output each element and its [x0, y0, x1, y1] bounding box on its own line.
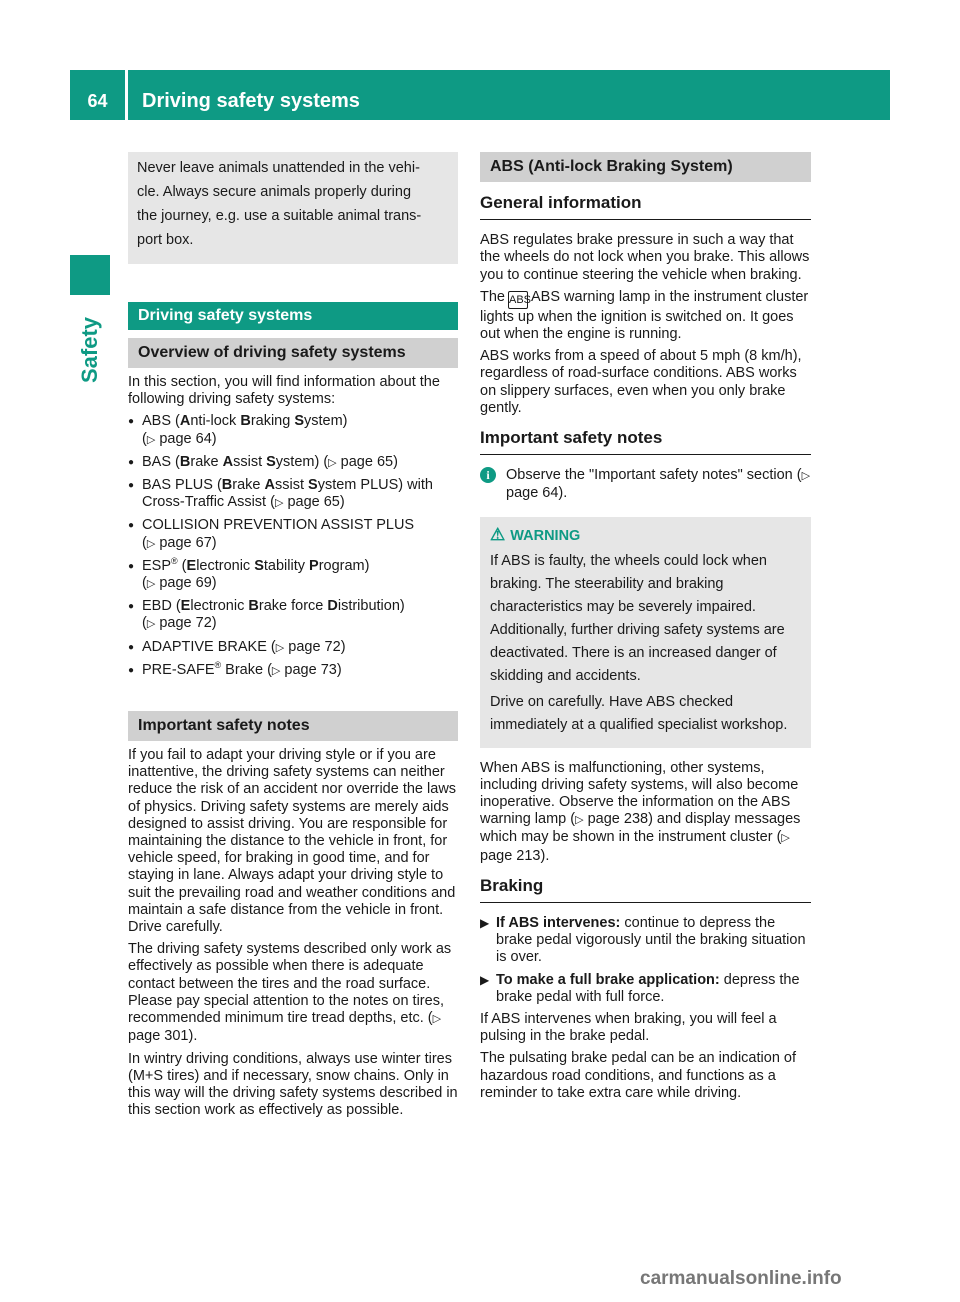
braking-p2: The pulsating brake pedal can be an indication of hazardous road conditions, and functions as a reminder to take extra care while driving.	[480, 1050, 796, 1101]
page-ref-arrow-icon: ▷	[801, 470, 811, 483]
list-item: ● BAS PLUS (Brake Assist System PLUS) with Cross-Traffic Assist (▷ page 65)	[128, 477, 458, 512]
list-item: ● BAS (Brake Assist System) (▷ page 65)	[128, 454, 458, 472]
warning-p1: If ABS is faulty, the wheels could lock when braking. The steerability and braking characteristics may be severely impaired. Additionally, further driving safety systems are deactivated. There is an increased danger of skidding and accidents.	[490, 552, 785, 684]
page-ref-arrow-icon: ▷	[146, 618, 156, 631]
info-note: i Observe the "Important safety notes" section (▷ page 64).	[480, 467, 811, 502]
page-ref-link[interactable]: page 301	[128, 1028, 189, 1045]
section-heading: Driving safety systems	[128, 302, 458, 330]
page-ref-link[interactable]: page 238	[587, 811, 649, 828]
important-p2: The driving safety systems described only work as effectively as possible when there is adequate contact between the tires and the road surface. Please pay special attention to the notes on tires, recommended minimum tire tread depths, etc. (▷ page 301).	[128, 941, 452, 1045]
overview-heading: Overview of driving safety systems	[128, 338, 458, 368]
page-ref-link[interactable]: page 72	[288, 638, 341, 655]
general-p1: ABS regulates brake pressure in such a way that the wheels do not lock when you brake. This allows you to continue steering the vehicle when braking.	[480, 232, 810, 283]
left-column	[128, 152, 458, 1124]
warning-box	[480, 517, 811, 748]
list-item: ● ABS (Anti-lock Braking System) (▷ page 64)	[128, 413, 458, 448]
page-ref-link[interactable]: page 64	[159, 430, 212, 447]
page-ref-arrow-icon: ▷	[432, 1013, 442, 1026]
page-ref-arrow-icon: ▷	[146, 433, 156, 446]
braking-heading: Braking	[480, 877, 811, 903]
page-ref-arrow-icon: ▷	[575, 814, 584, 827]
general-p3: ABS works from a speed of about 5 mph (8 km/h), regardless of road-surface conditions. ABS works on slippery surfaces, even when you only brake gently.	[480, 348, 802, 416]
braking-step: ▶ If ABS intervenes: continue to depress the brake pedal vigorously until the braking situation is over.	[480, 915, 806, 966]
abs-heading: ABS (Anti-lock Braking System)	[480, 152, 811, 182]
page-ref-link[interactable]: page 67	[159, 534, 212, 551]
page-ref-arrow-icon: ▷	[275, 641, 285, 654]
footer-watermark: carmanualsonline.info	[640, 1268, 842, 1289]
important-heading: Important safety notes	[128, 711, 458, 741]
list-item: ● COLLISION PREVENTION ASSIST PLUS (▷ page 67)	[128, 517, 458, 552]
section-marker	[70, 255, 110, 295]
page-ref-arrow-icon: ▷	[271, 664, 281, 677]
braking-step: ▶ To make a full brake application: depress the brake pedal with full force.	[480, 971, 800, 1005]
page-ref-arrow-icon: ▷	[328, 456, 337, 469]
warning-p2: Drive on carefully. Have ABS checked immediately at a qualified specialist workshop.	[490, 693, 788, 733]
overview-intro: In this section, you will find information about the following driving safety systems:	[128, 374, 440, 408]
page-ref-link[interactable]: page 73	[284, 661, 337, 678]
list-item: ● PRE-SAFE® Brake (▷ page 73)	[128, 662, 458, 680]
info-icon: i	[480, 467, 496, 483]
list-item: ● ADAPTIVE BRAKE (▷ page 72)	[128, 639, 458, 657]
page-ref-link[interactable]: page 72	[159, 615, 212, 632]
step-arrow-icon: ▶	[480, 916, 490, 931]
page-number: 64	[87, 91, 108, 111]
warning-title: ⚠ WARNING	[490, 524, 581, 544]
section-label: Safety	[77, 316, 102, 384]
list-item: ● EBD (Electronic Brake force Distribution) (▷ page 72)	[128, 598, 458, 633]
page-ref-link[interactable]: page 65	[287, 494, 340, 511]
header-divider	[125, 70, 128, 120]
page-ref-arrow-icon: ▷	[146, 537, 156, 550]
page-ref-arrow-icon: ▷	[274, 497, 284, 510]
warning-triangle-icon: ⚠	[490, 524, 506, 544]
page-ref-link[interactable]: page 65	[340, 453, 394, 470]
animal-note-box: Never leave animals unattended in the vehi- cle. Always secure animals properly during the journey, e.g. use a suitable animal trans- port box.	[128, 152, 458, 264]
abs-warning-lamp-icon: ABS	[508, 291, 528, 309]
malfunction-p: When ABS is malfunctioning, other systems, including driving safety systems, will also become inoperative. Observe the information on the ABS warning lamp (▷ page 238) and display messages which may be shown in the instrument cluster (▷ page 213).	[480, 759, 801, 864]
page-ref-arrow-icon: ▷	[781, 832, 790, 845]
important-p3: In wintry driving conditions, always use winter tires (M+S tires) and if necessary, snow chains. Only in this way will the driving safety systems described in this section work as effectively as possible.	[128, 1050, 458, 1119]
page-ref-link[interactable]: page 69	[159, 575, 212, 592]
step-arrow-icon: ▶	[480, 972, 490, 987]
important-safety-heading: Important safety notes	[480, 429, 811, 455]
general-p2: The ABSABS warning lamp in the instrument cluster lights up when the ignition is switched on. It goes out when the engine is running.	[480, 288, 809, 343]
page-ref-link[interactable]: page 213	[480, 847, 541, 864]
header-title: Driving safety systems	[142, 90, 360, 112]
systems-list	[128, 413, 458, 680]
braking-p1: If ABS intervenes when braking, you will feel a pulsing in the brake pedal.	[480, 1011, 777, 1045]
general-info-heading: General information	[480, 194, 811, 220]
important-p1: If you fail to adapt your driving style or if you are inattentive, the driving safety systems can neither reduce the risk of an accident nor override the laws of physics. Driving safety systems are merely aids designed to assist driving. You are responsible for maintaining the distance to the vehicle in front, for vehicle speed, for braking in good time, and for staying in lane. Always adapt your driving style to suit the prevailing road and weather conditions and maintain a safe distance from the vehicle in front. Drive carefully.	[128, 747, 457, 936]
right-column	[480, 152, 811, 1107]
page-ref-link[interactable]: page 64	[506, 485, 559, 502]
list-item: ● ESP® (Electronic Stability Program) (▷ page 69)	[128, 558, 458, 593]
page-ref-arrow-icon: ▷	[146, 578, 156, 591]
